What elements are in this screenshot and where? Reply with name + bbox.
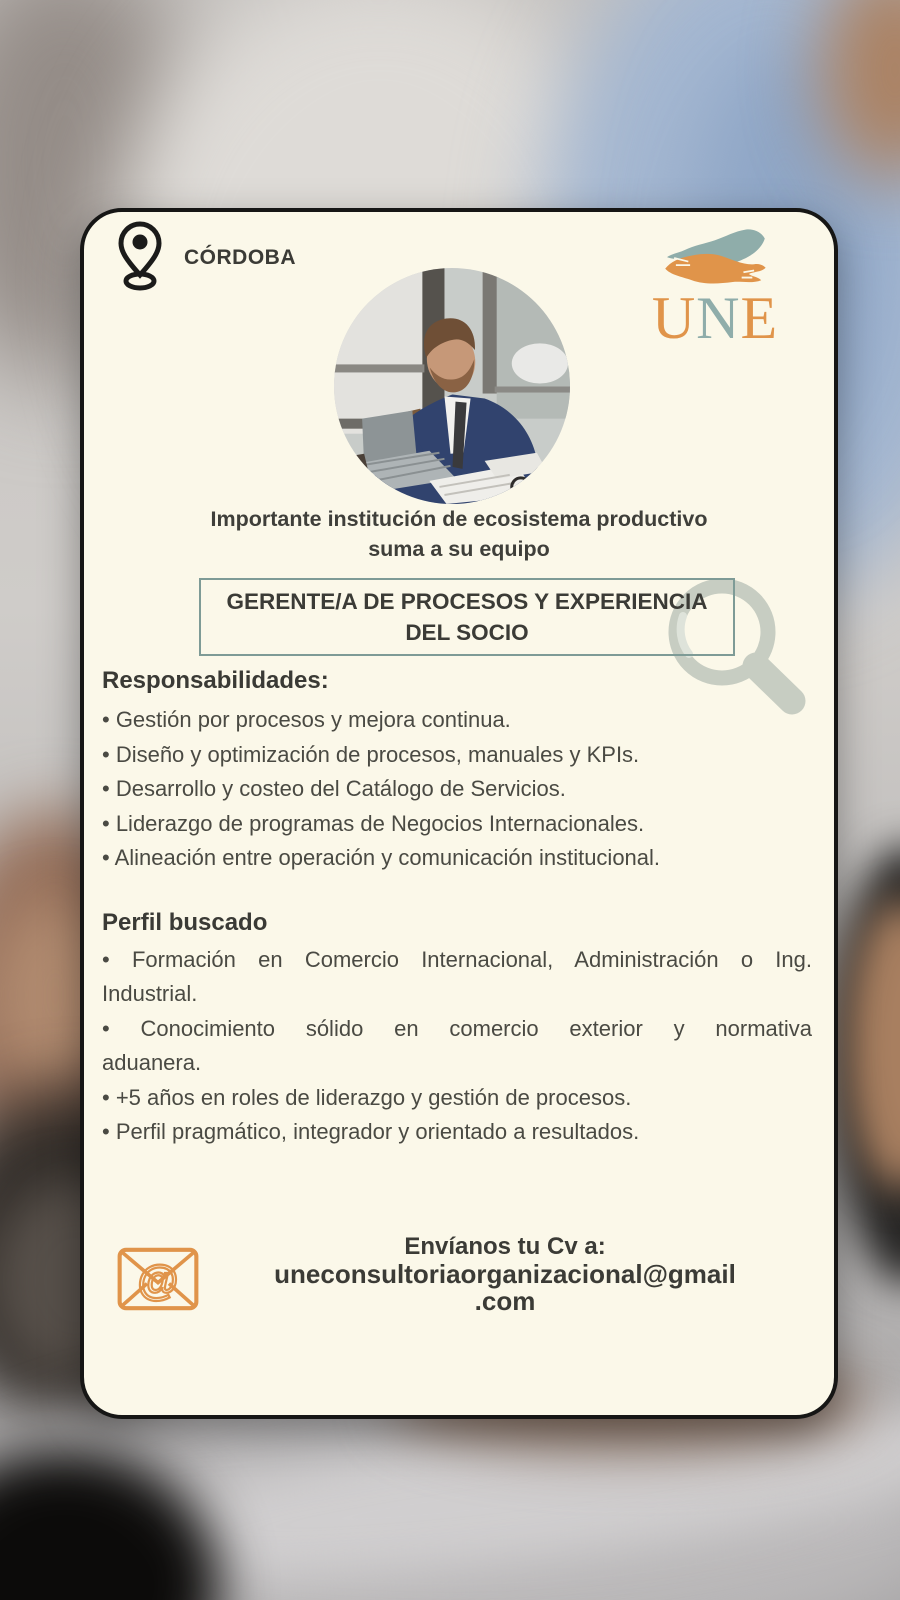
responsibility-item: • Desarrollo y costeo del Catálogo de Servicios. (102, 776, 566, 801)
profile-list (102, 943, 812, 1150)
brand-letter: E (740, 285, 779, 351)
contact-email-line-2: .com (474, 1285, 536, 1316)
brand-wordmark (644, 285, 786, 351)
profile-photo (334, 268, 570, 504)
contact-heading: Envíanos tu Cv a: (404, 1232, 606, 1260)
responsibility-item: • Diseño y optimización de procesos, manuales y KPIs. (102, 741, 640, 767)
profile-line: Industrial. (102, 981, 198, 1006)
responsibility-item: • Liderazgo de programas de Negocios Internacionales. (102, 810, 645, 836)
responsibility-item: • Gestión por procesos y mejora continua. (102, 707, 511, 732)
contact-row (108, 1230, 810, 1317)
profile-line: • Formación en Comercio Internacional, Administración o Ing. (102, 946, 812, 972)
profile-line: • +5 años en roles de liderazgo y gestión de procesos. (102, 1084, 632, 1110)
responsibility-item: • Alineación entre operación y comunicación institucional. (102, 845, 661, 870)
brand-logo (644, 226, 786, 351)
job-title-box (199, 578, 735, 656)
svg-text:@: @ (137, 1256, 179, 1304)
profile-heading: Perfil buscado (102, 908, 268, 936)
card-body (102, 667, 812, 1150)
profile-line: aduanera. (102, 1050, 202, 1075)
job-title: GERENTE/A DE PROCESOS Y EXPERIENCIA DEL SOCIO (226, 589, 708, 645)
location-row (114, 222, 296, 294)
contact-email-line-1: uneconsultoriaorganizacional@gmail (274, 1258, 736, 1289)
job-post-card (80, 208, 838, 1419)
responsibilities-heading: Responsabilidades: (102, 667, 329, 694)
intro-line-2: suma a su equipo (368, 537, 550, 561)
envelope-at-icon (116, 1246, 200, 1317)
location-label: CÓRDOBA (184, 246, 296, 269)
intro-line-1: Importante institución de ecosistema productivo (210, 507, 708, 531)
brand-letter: N (696, 285, 741, 351)
profile-line: • Perfil pragmático, integrador y orientado a resultados. (102, 1119, 640, 1144)
brand-letter: U (651, 285, 697, 351)
contact-text (200, 1233, 810, 1315)
profile-line: • Conocimiento sólido en comercio exterior y normativa (102, 1015, 812, 1041)
location-pin-icon (114, 221, 166, 296)
